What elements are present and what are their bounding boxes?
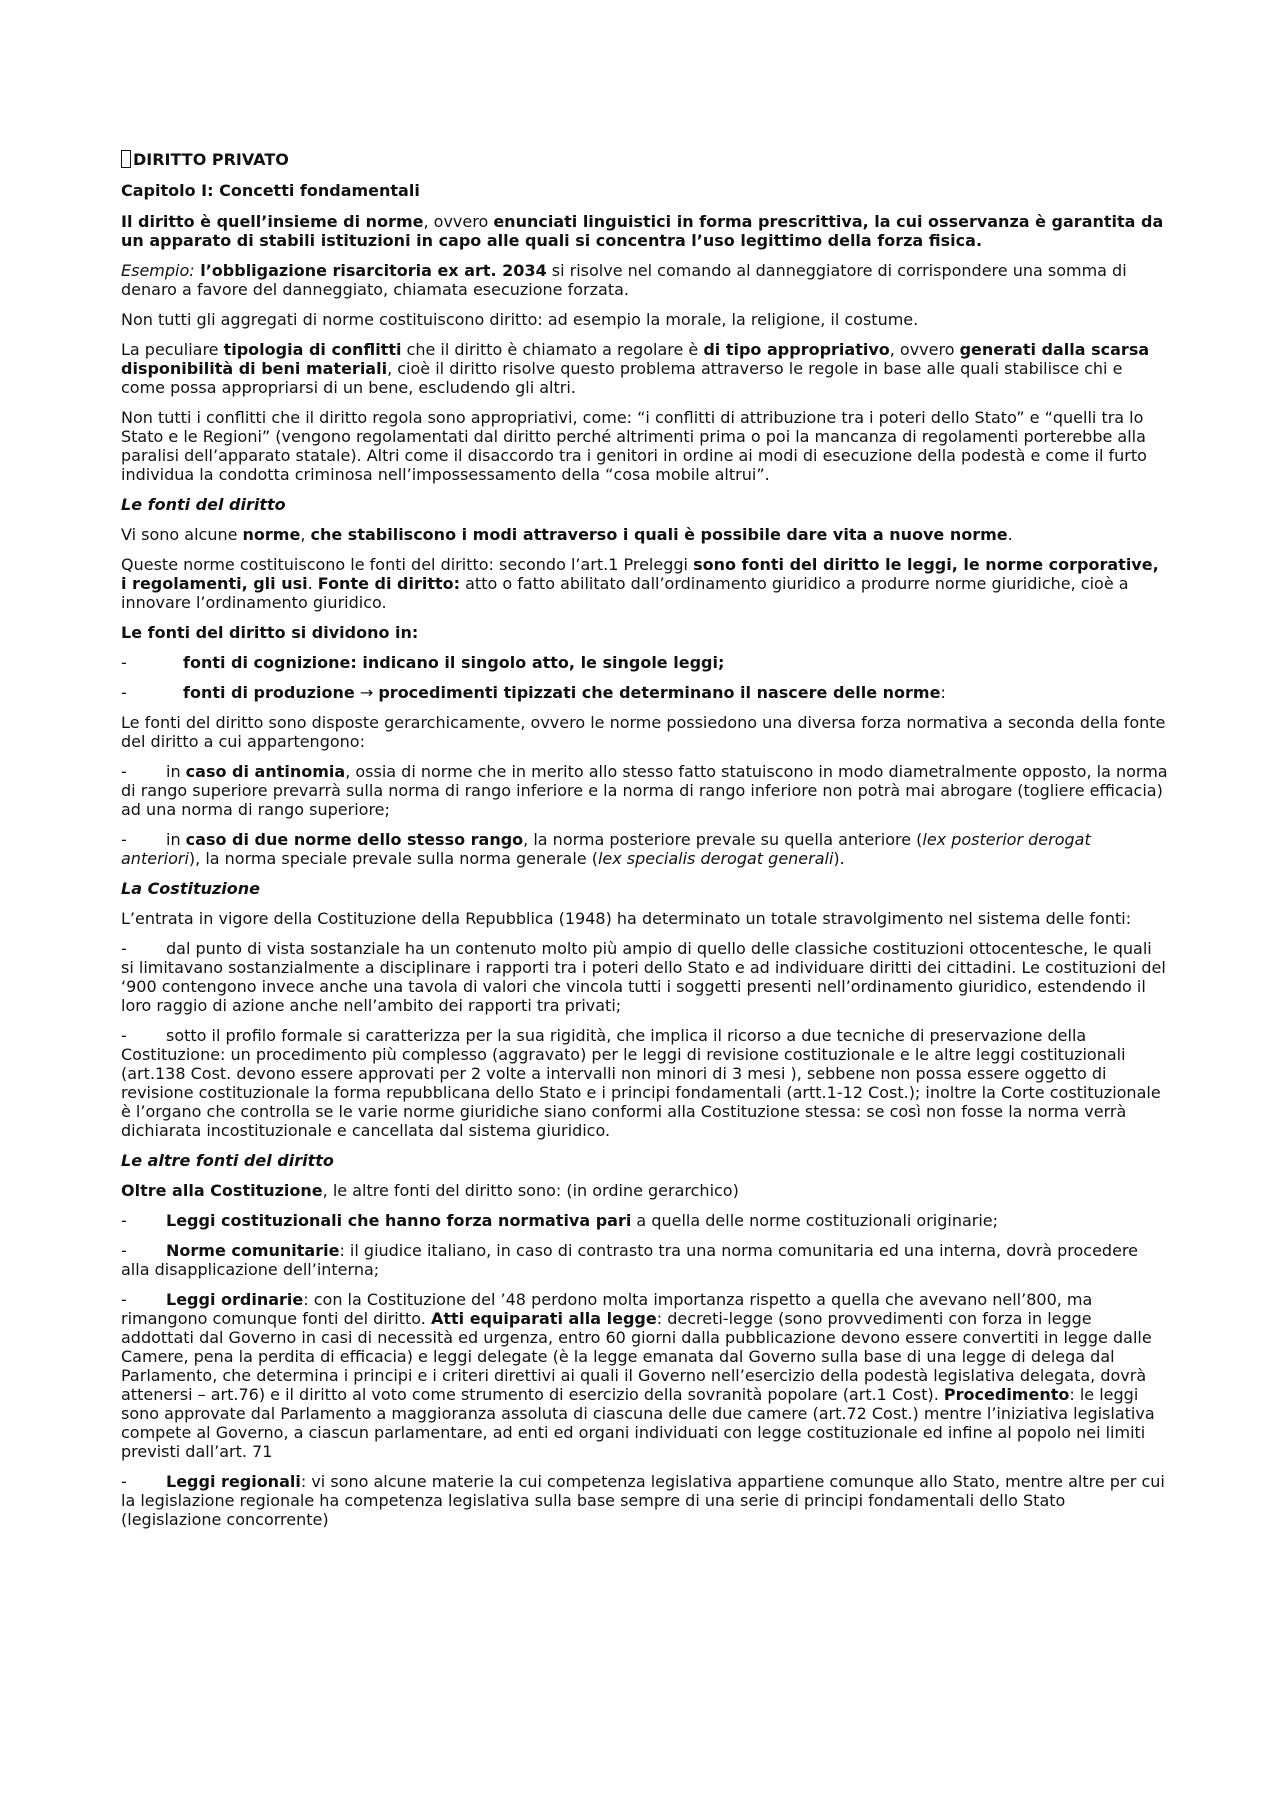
- list-item-produzione: - fonti di produzione → procedimenti tipizzati che determinano il nascere delle norme:: [121, 683, 946, 702]
- paragraph-definition: Il diritto è quell’insieme di norme, ovvero enunciati linguistici in forma prescrittiva, la cui osservanza è garantita da un apparato di stabili istituzioni in capo alle quali si concentra l’uso legittimo della forza fisica.: [121, 212, 1164, 250]
- paragraph-non-appropriative: Non tutti i conflitti che il diritto regola sono appropriativi, come: “i conflitti di attribuzione tra i poteri dello Stato” e “quelli tra lo Stato e le Regioni” (vengono regolamentati dal diritto perché altrimenti prima o poi la mancanza di regolamenti porterebbe alla paralisi dell’apparato statale). Altri come il disaccordo tra i genitori in ordine ai modi di esecuzione della podestà e come il furto individua la condotta criminosa nell’impossessamento della “cosa mobile altrui”.: [121, 408, 1147, 484]
- list-item-antinomia: - in caso di antinomia, ossia di norme che in merito allo stesso fatto statuiscono in modo diametralmente opposto, la norma di rango superiore prevarrà sulla norma di rango inferiore e la norma di rango inferiore non potrà mai abrogare (togliere efficacia) ad una norma di rango superiore;: [121, 762, 1168, 819]
- missing-glyph-icon: [121, 150, 131, 168]
- paragraph-norme: Vi sono alcune norme, che stabiliscono i modi attraverso i quali è possibile dare vita a nuove norme.: [121, 525, 1013, 544]
- chapter-heading: Capitolo I: Concetti fondamentali: [121, 181, 420, 200]
- list-item-leggi-ordinarie: - Leggi ordinarie: con la Costituzione del ’48 perdono molta importanza rispetto a quella che avevano nell’800, ma rimangono comunque fonti del diritto. Atti equiparati alla legge: decreti-legge (sono provvedimenti con forza in legge addottati dal Governo in casi di necessità ed urgenza, entro 60 giorni dalla pubblicazione devono essere convertiti in legge dalle Camere, pena la perdita di efficacia) e leggi delegate (è la legge emanata dal Governo sulla base di una legge di delega dal Parlamento, che determina i principi e i criteri direttivi ai quali il Governo nell’esercizio della podestà legislativa delegata, dovrà attenersi – art.76) e il diritto al voto come strumento di esercizio della sovranità popolare (art.1 Cost). Procedimento: le leggi sono approvate dal Parlamento a maggioranza assoluta di ciascuna delle due camere (art.72 Cost.) mentre l’iniziativa legislativa compete al Governo, a ciascun parlamentare, ad enti ed organi individuati con legge costituzionale ed infine al popolo nei limiti previsti dall’art. 71: [121, 1290, 1155, 1461]
- document-title: DIRITTO PRIVATO: [121, 150, 1169, 169]
- section-heading-altre-fonti: Le altre fonti del diritto: [121, 1151, 334, 1170]
- list-item-cognizione: - fonti di cognizione: indicano il singolo atto, le singole leggi;: [121, 653, 725, 672]
- paragraph-costituzione: L’entrata in vigore della Costituzione della Repubblica (1948) ha determinato un totale stravolgimento nel sistema delle fonti:: [121, 909, 1132, 928]
- paragraph-altre-fonti: Oltre alla Costituzione, le altre fonti del diritto sono: (in ordine gerarchico): [121, 1181, 739, 1200]
- paragraph-aggregates: Non tutti gli aggregati di norme costituiscono diritto: ad esempio la morale, la religione, il costume.: [121, 310, 919, 329]
- section-heading-fonti: Le fonti del diritto: [121, 495, 286, 514]
- paragraph-conflicts: La peculiare tipologia di conflitti che il diritto è chiamato a regolare è di tipo appropriativo, ovvero generati dalla scarsa disponibilità di beni materiali, cioè il diritto risolve questo problema attraverso le regole in base alle quali stabilisce chi e come possa appropriarsi di un bene, escludendo gli altri.: [121, 340, 1150, 397]
- paragraph-example: Esempio: l’obbligazione risarcitoria ex art. 2034 si risolve nel comando al danneggiatore di corrispondere una somma di denaro a favore del danneggiato, chiamata esecuzione forzata.: [121, 261, 1127, 299]
- list-item-sostanziale: - dal punto di vista sostanziale ha un contenuto molto più ampio di quello delle classiche costituzioni ottocentesche, le quali si limitavano sostanzialmente a disciplinare i rapporti tra i poteri dello Stato e ad individuare diritti dei cittadini. Le costituzioni del ‘900 contengono invece anche una tavola di valori che vincola tutti i soggetti presenti nell’ordinamento giuridico, estendendo il loro raggio di azione anche nell’ambito dei rapporti tra privati;: [121, 939, 1166, 1015]
- list-item-norme-comunitarie: - Norme comunitarie: il giudice italiano, in caso di contrasto tra una norma comunitaria ed una interna, dovrà procedere alla disapplicazione dell’interna;: [121, 1241, 1138, 1279]
- list-item-formale: - sotto il profilo formale si caratterizza per la sua rigidità, che implica il ricorso a due tecniche di preservazione della Costituzione: un procedimento più complesso (aggravato) per le leggi di revisione costituzionale e le altre leggi costituzionali (art.138 Cost. devono essere approvati per 2 volte a intervalli non minori di 3 mesi ), sebbene non possa essere oggetto di revisione costituzionale la forma repubblicana dello Stato e i principi fondamentali (artt.1-12 Cost.); inoltre la Corte costituzionale è l’organo che controlla se le varie norme giuridiche siano conformi alla Costituzione stessa: se così non fosse la norma verrà dichiarata incostituzionale e cancellata dal sistema giuridico.: [121, 1026, 1161, 1140]
- list-item-leggi-regionali: - Leggi regionali: vi sono alcune materie la cui competenza legislativa appartiene comunque allo Stato, mentre altre per cui la legislazione regionale ha competenza legislativa sulla base sempre di una serie di principi fondamentali dello Stato (legislazione concorrente): [121, 1472, 1165, 1529]
- list-item-leggi-costituzionali: - Leggi costituzionali che hanno forza normativa pari a quella delle norme costituzionali originarie;: [121, 1211, 999, 1230]
- document-page: [121, 150, 1169, 1540]
- paragraph-gerarchia: Le fonti del diritto sono disposte gerarchicamente, ovvero le norme possiedono una diversa forza normativa a seconda della fonte del diritto a cui appartengono:: [121, 713, 1166, 751]
- arrow-right-icon: →: [354, 683, 379, 702]
- paragraph-preleggi: Queste norme costituiscono le fonti del diritto: secondo l’art.1 Preleggi sono fonti del diritto le leggi, le norme corporative, i regolamenti, gli usi. Fonte di diritto: atto o fatto abilitato dall’ordinamento giuridico a produrre norme giuridiche, cioè a innovare l’ordinamento giuridico.: [121, 555, 1159, 612]
- list-item-stesso-rango: - in caso di due norme dello stesso rango, la norma posteriore prevale su quella anteriore (lex posterior derogat anteriori), la norma speciale prevale sulla norma generale (lex specialis derogat generali).: [121, 830, 1091, 868]
- section-heading-costituzione: La Costituzione: [121, 879, 261, 898]
- paragraph-divisione: Le fonti del diritto si dividono in:: [121, 623, 419, 642]
